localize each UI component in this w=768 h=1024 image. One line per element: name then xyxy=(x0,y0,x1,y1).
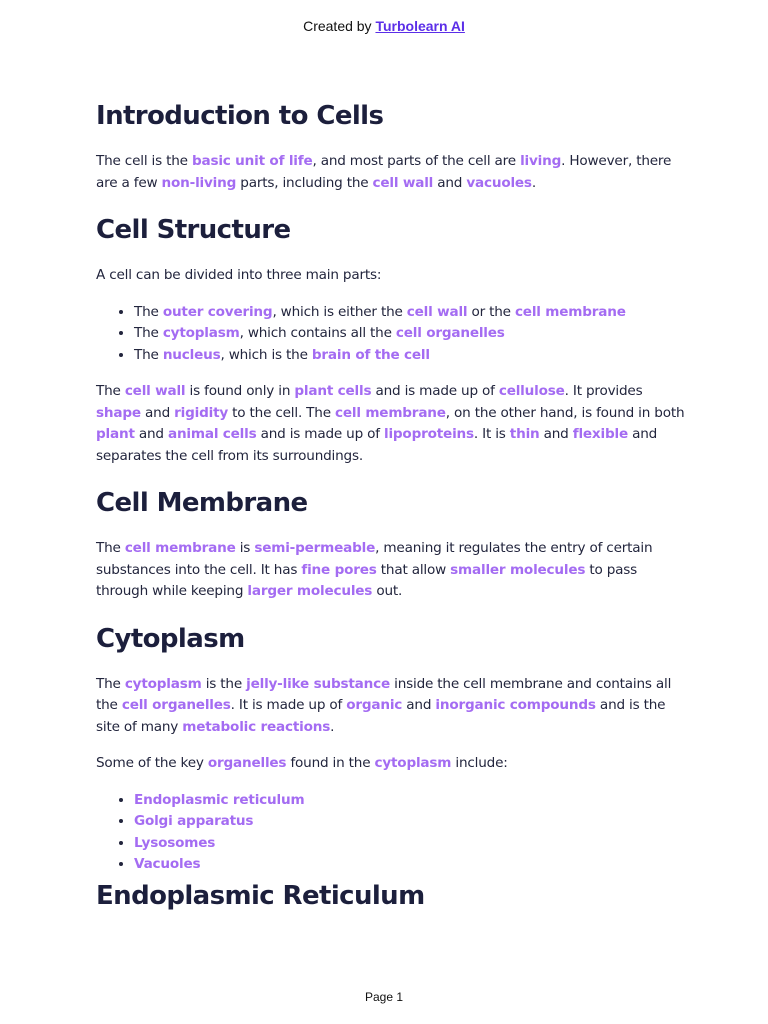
text-segment: , which is either the xyxy=(272,303,407,320)
text-segment: Some of the key xyxy=(96,755,208,771)
text-segment: The xyxy=(96,540,125,556)
highlighted-term: cytoplasm xyxy=(162,325,240,341)
text-segment: The cell is the xyxy=(96,153,192,169)
structure-paragraph xyxy=(96,265,686,287)
list-item xyxy=(134,833,686,855)
highlighted-term: cell membrane xyxy=(124,540,236,556)
text-segment: found in the xyxy=(286,755,375,771)
highlighted-term: cell wall xyxy=(124,383,186,399)
text-segment: that allow xyxy=(376,561,451,578)
highlighted-term: larger molecules xyxy=(247,583,373,599)
highlighted-term: basic unit of life xyxy=(191,153,313,169)
highlighted-term: vacuoles xyxy=(466,174,532,191)
text-segment: or the xyxy=(467,303,515,320)
heading-introduction-to-cells: Introduction to Cells xyxy=(96,101,384,131)
heading-cell-structure: Cell Structure xyxy=(96,215,291,245)
turbolearn-link[interactable]: Turbolearn AI xyxy=(375,18,465,34)
list-item xyxy=(134,811,686,833)
text-segment: . It is made up of xyxy=(230,697,347,713)
highlighted-term: animal cells xyxy=(167,426,257,442)
heading-cytoplasm: Cytoplasm xyxy=(96,623,245,654)
highlighted-term: brain of the cell xyxy=(311,346,430,363)
text-segment: and xyxy=(140,404,175,421)
highlighted-term: plant cells xyxy=(294,383,372,399)
highlighted-term: semi-permeable xyxy=(254,540,376,556)
text-segment: , which contains all the xyxy=(239,325,396,341)
text-segment: to the cell. The xyxy=(228,404,335,421)
text-segment: . It provides xyxy=(564,383,643,399)
highlighted-term: metabolic reactions xyxy=(182,718,331,735)
text-segment: The xyxy=(96,383,125,399)
highlighted-term: cell organelles xyxy=(121,697,231,713)
list-item xyxy=(134,790,686,812)
text-segment: and xyxy=(402,697,436,713)
highlighted-term: inorganic compounds xyxy=(435,697,596,713)
text-segment: inside the cell membrane and contains all the xyxy=(96,675,672,713)
text-segment: is found only in xyxy=(185,383,295,399)
highlighted-term: cell wall xyxy=(372,174,434,191)
highlighted-term: outer covering xyxy=(162,303,273,320)
highlighted-term: living xyxy=(520,153,562,169)
list-item xyxy=(134,854,686,876)
text-segment: parts, including the xyxy=(236,174,373,191)
highlighted-term: nucleus xyxy=(162,346,221,363)
text-segment: and separates the cell from its surroundings. xyxy=(96,426,658,464)
highlighted-term: cell organelles xyxy=(395,325,505,341)
text-segment: . It is xyxy=(473,426,510,442)
text-segment: The xyxy=(134,303,163,320)
highlighted-term: lipoproteins xyxy=(383,426,474,442)
highlighted-term: fine pores xyxy=(301,561,377,578)
highlighted-term: shape xyxy=(96,404,141,421)
membrane-paragraph xyxy=(96,538,686,603)
text-segment: and is made up of xyxy=(256,426,384,442)
list-item xyxy=(134,323,686,345)
page-number: Page 1 xyxy=(364,990,404,1004)
text-segment: to pass through while keeping xyxy=(96,561,638,599)
organelles-list xyxy=(96,790,686,876)
heading-cell-membrane: Cell Membrane xyxy=(96,488,308,518)
highlighted-term: thin xyxy=(509,426,540,442)
text-segment: and xyxy=(539,426,573,442)
list-item xyxy=(134,302,686,324)
text-segment: and is made up of xyxy=(371,383,499,399)
highlighted-term: cellulose xyxy=(498,383,565,399)
highlighted-term: rigidity xyxy=(174,404,229,421)
intro-paragraph xyxy=(96,151,686,194)
text-segment: . xyxy=(531,174,536,191)
text-segment: and is the site of many xyxy=(96,697,666,735)
highlighted-term: cell membrane xyxy=(514,303,626,320)
credit-prefix: Created by xyxy=(303,18,376,34)
highlighted-term: non-living xyxy=(161,174,237,191)
text-segment: and xyxy=(433,174,467,191)
text-segment: , meaning it regulates the entry of certain substances into the cell. It has xyxy=(96,540,653,578)
highlighted-term: organelles xyxy=(207,755,287,771)
cell-parts-list xyxy=(96,302,686,367)
highlighted-term: cell membrane xyxy=(335,404,446,421)
text-segment: The xyxy=(96,675,125,692)
highlighted-term: plant xyxy=(96,426,135,442)
document-content xyxy=(96,96,686,916)
text-segment: The xyxy=(134,346,163,363)
text-segment: is xyxy=(235,540,255,556)
highlighted-term: Golgi apparatus xyxy=(134,813,254,829)
highlighted-term: cytoplasm xyxy=(374,755,452,771)
highlighted-term: smaller molecules xyxy=(450,561,586,578)
credit-line xyxy=(0,18,768,34)
text-segment: . However, there are a few xyxy=(96,153,672,191)
text-segment: and xyxy=(134,426,168,442)
text-segment: The xyxy=(134,325,163,341)
highlighted-term: cytoplasm xyxy=(124,675,202,692)
text-segment: . xyxy=(330,718,335,735)
highlighted-term: Vacuoles xyxy=(134,856,201,872)
highlighted-term: organic xyxy=(346,697,403,713)
text-segment: , and most parts of the cell are xyxy=(312,153,521,169)
list-item xyxy=(134,345,686,367)
text-segment: out. xyxy=(372,583,403,599)
organelles-intro-paragraph xyxy=(96,753,686,775)
text-segment: A cell can be divided into three main parts: xyxy=(96,267,382,283)
cytoplasm-paragraph xyxy=(96,674,686,739)
text-segment: include: xyxy=(451,755,508,771)
heading-endoplasmic-reticulum: Endoplasmic Reticulum xyxy=(96,880,425,911)
text-segment: , which is the xyxy=(220,346,312,363)
highlighted-term: flexible xyxy=(572,426,628,442)
cell-wall-paragraph xyxy=(96,381,686,467)
highlighted-term: Lysosomes xyxy=(134,834,216,851)
highlighted-term: jelly-like substance xyxy=(246,675,390,692)
highlighted-term: cell wall xyxy=(406,303,468,320)
highlighted-term: Endoplasmic reticulum xyxy=(134,791,305,808)
text-segment: , on the other hand, is found in both xyxy=(445,404,685,421)
text-segment: is the xyxy=(201,675,247,692)
